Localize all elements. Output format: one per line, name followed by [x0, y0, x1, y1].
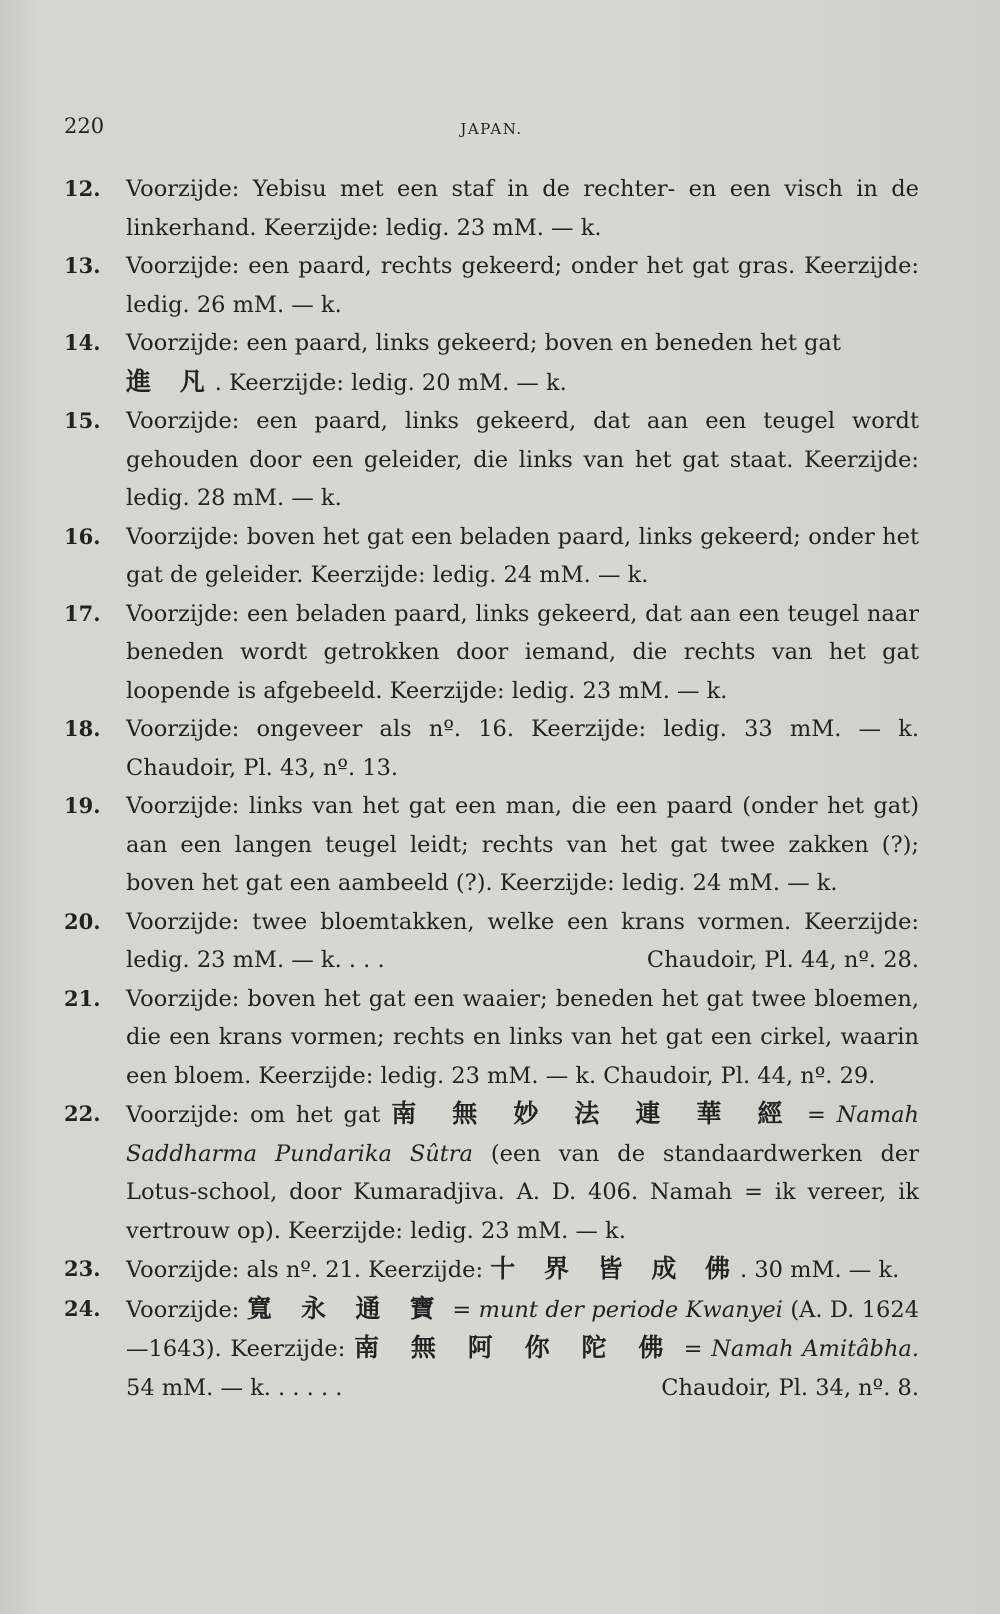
catalog-entry — [64, 1290, 919, 1408]
entry-number: 21. — [64, 985, 101, 1011]
entry-number: 18. — [64, 716, 101, 741]
entry-text: . Keerzijde: ledig. 20 mM. — k. — [214, 369, 567, 396]
entry-text: Voorzijde: — [126, 1296, 240, 1323]
running-head: JAPAN. — [460, 120, 523, 138]
entry-text: = — [806, 1102, 826, 1128]
entry-text: Voorzijde: Yebisu met een staf in de rechter- en een visch in de linkerhand. Keerzijde: ledig. 23 mM. — k. — [126, 176, 919, 241]
inscription-characters: 十 界 皆 成 佛 — [490, 1254, 741, 1283]
entry-number: 16. — [64, 523, 101, 549]
entry-number: 19. — [64, 793, 101, 818]
catalog-entry — [64, 980, 919, 1096]
page-number: 220 — [64, 114, 105, 138]
catalog-entry — [64, 710, 919, 787]
inscription-characters: 南 無 妙 法 連 華 經 — [391, 1099, 797, 1128]
entry-text: Voorzijde: ongeveer als nº. 16. Keerzijde: ledig. 33 mM. — k. Chaudoir, Pl. 43, nº. 13. — [126, 716, 919, 781]
entry-text: Voorzijde: een paard, links gekeerd; boven en beneden het gat — [126, 330, 841, 356]
entry-number: 14. — [64, 330, 101, 355]
entry-text: Voorzijde: een beladen paard, links gekeerd, dat aan een teugel naar beneden wordt getrokken door iemand, die rechts van het gat loopende is afgebeeld. Keerzijde: ledig. 23 mM. — k. — [126, 600, 919, 704]
transliteration: Namah Amitâbha. — [711, 1336, 919, 1362]
entry-text: Voorzijde: een paard, rechts gekeerd; onder het gat gras. Keerzijde: ledig. 26 mM. — k. — [126, 253, 919, 318]
entry-text: Voorzijde: om het gat — [126, 1102, 381, 1128]
catalog-entry — [64, 1095, 919, 1250]
catalog-entry — [64, 1250, 919, 1290]
inscription-characters: 進 凡 — [126, 366, 215, 396]
entry-number: 23. — [64, 1256, 101, 1281]
reference-citation: Chaudoir, Pl. 44, nº. 28. — [646, 947, 919, 973]
catalog-entry — [64, 247, 919, 324]
entry-number: 12. — [64, 176, 101, 201]
entry-text: (A. D. 1624—1643). Keerzijde: — [126, 1296, 920, 1362]
entry-text: (een van de standaardwerken der Lotus-school, door Kumaradjiva. A. D. 406. Namah = ik vereer, ik vertrouw op). Keerzijde: ledig. 23 mM. — k. — [126, 1140, 919, 1244]
entry-text: = — [452, 1296, 472, 1323]
catalog-entries — [64, 170, 919, 1407]
catalog-entry — [64, 595, 919, 711]
entry-text: = — [683, 1336, 703, 1362]
entry-text: Voorzijde: twee bloemtakken, welke een krans vormen. Keerzijde: ledig. 23 mM. — k. . . . — [126, 908, 919, 973]
catalog-entry — [64, 787, 919, 903]
catalog-entry — [64, 402, 919, 518]
entry-text: Voorzijde: een paard, links gekeerd, dat aan een teugel wordt gehouden door een geleider, die links van het gat staat. Keerzijde: ledig. 28 mM. — k. — [126, 408, 919, 511]
entry-number: 20. — [64, 908, 101, 934]
entry-number: 17. — [64, 600, 101, 626]
entry-number: 24. — [64, 1295, 101, 1321]
entry-number: 15. — [64, 408, 101, 433]
entry-text: 54 mM. — k. . . . . . — [126, 1374, 343, 1401]
transliteration: Namah Saddharma Pundarika Sûtra — [126, 1102, 919, 1167]
reference-citation: Chaudoir, Pl. 34, nº. 8. — [661, 1374, 919, 1401]
entry-number: 13. — [64, 253, 101, 278]
catalog-entry — [64, 324, 919, 402]
inscription-characters: 寬 永 通 寶 — [246, 1293, 445, 1323]
inscription-characters: 南 無 阿 你 陀 佛 — [354, 1333, 675, 1362]
entry-text: Voorzijde: links van het gat een man, die een paard (onder het gat) aan een langen teugel leidt; rechts van het gat twee zakken (?); boven het gat een aambeeld (?). Keerzijde: ledig. 24 mM. — k. — [126, 793, 919, 896]
entry-number: 22. — [64, 1101, 101, 1126]
entry-text: Voorzijde: als nº. 21. Keerzijde: — [126, 1257, 484, 1283]
entry-text: Voorzijde: boven het gat een beladen paard, links gekeerd; onder het gat de geleider. Keerzijde: ledig. 24 mM. — k. — [126, 523, 919, 588]
catalog-entry — [64, 170, 919, 247]
transliteration: munt der periode Kwanyei — [478, 1296, 783, 1323]
entry-text: . 30 mM. — k. — [740, 1257, 900, 1283]
catalog-entry — [64, 518, 919, 595]
catalog-entry — [64, 903, 919, 980]
entry-text: Voorzijde: boven het gat een waaier; beneden het gat twee bloemen, die een krans vormen; rechts en links van het gat een cirkel, waarin een bloem. Keerzijde: ledig. 23 mM. — k. Chaudoir, Pl. 44, nº. 29. — [126, 985, 919, 1089]
page-header — [64, 114, 919, 144]
